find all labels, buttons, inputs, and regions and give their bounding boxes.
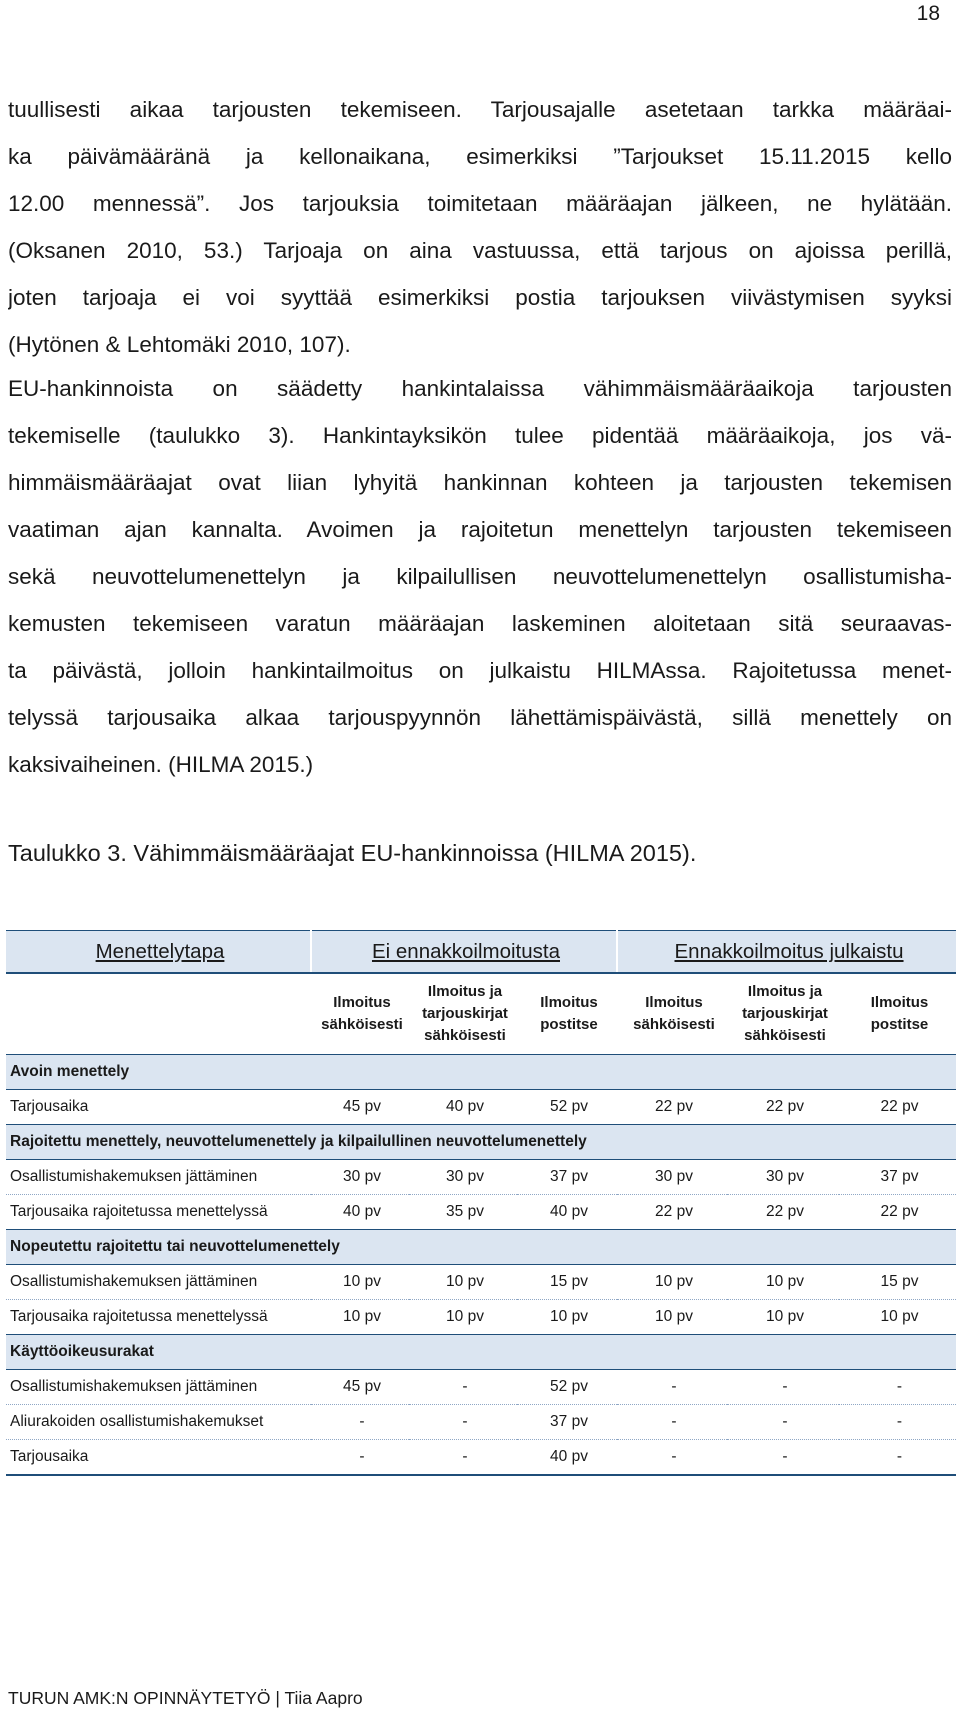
value-cell: - bbox=[311, 1440, 409, 1476]
value-cell: 52 pv bbox=[517, 1370, 617, 1405]
paragraph-1 bbox=[8, 86, 952, 368]
page-number: 18 bbox=[916, 2, 940, 25]
table-row bbox=[6, 1405, 956, 1440]
value-cell: 30 pv bbox=[727, 1160, 839, 1195]
table-row bbox=[6, 1440, 956, 1476]
subheader-line: Ilmoitus bbox=[540, 994, 598, 1011]
value-cell: 10 pv bbox=[517, 1300, 617, 1335]
text-line: (Hytönen & Lehtomäki 2010, 107). bbox=[8, 332, 351, 357]
text-line: ta päivästä, jolloin hankintailmoitus on julkaistu HILMAssa. Rajoitetussa menet- bbox=[8, 658, 952, 683]
row-label: Tarjousaika rajoitetussa menettelyssä bbox=[6, 1195, 311, 1230]
row-label: Aliurakoiden osallistumishakemukset bbox=[6, 1405, 311, 1440]
paragraph-2 bbox=[8, 365, 952, 788]
value-cell: - bbox=[727, 1405, 839, 1440]
text-line: vaatiman ajan kannalta. Avoimen ja rajoitetun menettelyn tarjousten tekemiseen bbox=[8, 517, 952, 542]
text-line: ka päivämääränä ja kellonaikana, esimerkiksi ”Tarjoukset 15.11.2015 kello bbox=[8, 144, 952, 169]
table-caption: Taulukko 3. Vähimmäismääräajat EU-hankinnoissa (HILMA 2015). bbox=[8, 840, 697, 866]
subheader-cell bbox=[311, 973, 409, 1055]
row-label: Tarjousaika rajoitetussa menettelyssä bbox=[6, 1300, 311, 1335]
subheader-line: Ilmoitus bbox=[870, 994, 929, 1011]
subheader-cell bbox=[517, 973, 617, 1055]
section-row bbox=[6, 1335, 956, 1370]
row-label: Osallistumishakemuksen jättäminen bbox=[6, 1160, 311, 1195]
value-cell: 45 pv bbox=[311, 1090, 409, 1125]
row-label: Tarjousaika bbox=[6, 1090, 311, 1125]
header-ennakkoilmoitus-julkaistu: Ennakkoilmoitus julkaistu bbox=[617, 931, 956, 974]
section-row bbox=[6, 1055, 956, 1090]
row-label: Tarjousaika bbox=[6, 1440, 311, 1476]
value-cell: 35 pv bbox=[409, 1195, 517, 1230]
row-label: Osallistumishakemuksen jättäminen bbox=[6, 1265, 311, 1300]
subheader-cell bbox=[409, 973, 517, 1055]
section-row bbox=[6, 1125, 956, 1160]
value-cell: 30 pv bbox=[311, 1160, 409, 1195]
subheader-line: sähköisesti bbox=[633, 1016, 715, 1033]
subheader-cell bbox=[727, 973, 839, 1055]
value-cell: 22 pv bbox=[617, 1090, 727, 1125]
text-line: himmäismääräajat ovat liian lyhyitä hankinnan kohteen ja tarjousten tekemisen bbox=[8, 470, 952, 495]
text-line: tekemiselle (taulukko 3). Hankintayksikön tulee pidentää määräaikoja, jos vä- bbox=[8, 423, 952, 448]
subheader-empty bbox=[6, 973, 311, 1055]
value-cell: 52 pv bbox=[517, 1090, 617, 1125]
value-cell: - bbox=[409, 1440, 517, 1476]
text-line: sekä neuvottelumenettelyn ja kilpailullisen neuvottelumenettelyn osallistumisha- bbox=[8, 564, 952, 589]
text-line: kaksivaiheinen. (HILMA 2015.) bbox=[8, 752, 314, 777]
subheader-cell bbox=[839, 973, 956, 1055]
table-row bbox=[6, 1300, 956, 1335]
header-ei-ennakkoilmoitusta: Ei ennakkoilmoitusta bbox=[311, 931, 617, 974]
table-row bbox=[6, 1370, 956, 1405]
section-title: Nopeutettu rajoitettu tai neuvottelumenettely bbox=[6, 1230, 956, 1265]
value-cell: 10 pv bbox=[311, 1300, 409, 1335]
value-cell: 10 pv bbox=[727, 1300, 839, 1335]
value-cell: 22 pv bbox=[727, 1195, 839, 1230]
value-cell: 22 pv bbox=[617, 1195, 727, 1230]
row-label: Osallistumishakemuksen jättäminen bbox=[6, 1370, 311, 1405]
text-line: kemusten tekemiseen varatun määräajan laskeminen aloitetaan sitä seuraavas- bbox=[8, 611, 952, 636]
value-cell: - bbox=[409, 1405, 517, 1440]
value-cell: - bbox=[409, 1370, 517, 1405]
subheader-line: Ilmoitus ja bbox=[747, 983, 823, 1000]
table-subheader-row bbox=[6, 973, 956, 1055]
page-footer: TURUN AMK:N OPINNÄYTETYÖ | Tiia Aapro bbox=[8, 1688, 363, 1708]
value-cell: 40 pv bbox=[517, 1440, 617, 1476]
value-cell: - bbox=[727, 1370, 839, 1405]
subheader-line: Ilmoitus ja bbox=[427, 983, 503, 1000]
value-cell: 37 pv bbox=[517, 1405, 617, 1440]
subheader-line: tarjouskirjat bbox=[742, 1005, 828, 1022]
value-cell: - bbox=[839, 1405, 956, 1440]
value-cell: - bbox=[727, 1440, 839, 1476]
value-cell: 40 pv bbox=[311, 1195, 409, 1230]
value-cell: - bbox=[311, 1405, 409, 1440]
header-menettelytapa: Menettelytapa bbox=[6, 931, 311, 974]
value-cell: - bbox=[617, 1440, 727, 1476]
text-line: EU-hankinnoista on säädetty hankintalaissa vähimmäismääräaikoja tarjousten bbox=[8, 376, 952, 401]
subheader-cell bbox=[617, 973, 727, 1055]
value-cell: 37 pv bbox=[839, 1160, 956, 1195]
text-line: telyssä tarjousaika alkaa tarjouspyynnön lähettämispäivästä, sillä menettely on bbox=[8, 705, 952, 730]
value-cell: 22 pv bbox=[727, 1090, 839, 1125]
table-row bbox=[6, 1265, 956, 1300]
subheader-line: sähköisesti bbox=[321, 1016, 403, 1033]
value-cell: 10 pv bbox=[617, 1265, 727, 1300]
value-cell: - bbox=[617, 1405, 727, 1440]
subheader-line: postitse bbox=[870, 1016, 929, 1033]
value-cell: 37 pv bbox=[517, 1160, 617, 1195]
section-title: Avoin menettely bbox=[6, 1055, 956, 1090]
section-title: Käyttöoikeusurakat bbox=[6, 1335, 956, 1370]
subheader-line: tarjouskirjat bbox=[422, 1005, 508, 1022]
value-cell: - bbox=[839, 1370, 956, 1405]
text-line: tuullisesti aikaa tarjousten tekemiseen. Tarjousajalle asetetaan tarkka määräai- bbox=[8, 97, 952, 122]
deadline-table bbox=[6, 930, 956, 1476]
subheader-line: Ilmoitus bbox=[333, 994, 391, 1011]
subheader-line: Ilmoitus bbox=[645, 994, 703, 1011]
value-cell: - bbox=[617, 1370, 727, 1405]
value-cell: 10 pv bbox=[311, 1265, 409, 1300]
value-cell: 40 pv bbox=[409, 1090, 517, 1125]
value-cell: 10 pv bbox=[727, 1265, 839, 1300]
value-cell: 45 pv bbox=[311, 1370, 409, 1405]
section-title: Rajoitettu menettely, neuvottelumenettely ja kilpailullinen neuvottelumenettely bbox=[6, 1125, 956, 1160]
value-cell: 30 pv bbox=[409, 1160, 517, 1195]
value-cell: - bbox=[839, 1440, 956, 1476]
text-line: (Oksanen 2010, 53.) Tarjoaja on aina vastuussa, että tarjous on ajoissa perillä, bbox=[8, 238, 952, 263]
value-cell: 10 pv bbox=[839, 1300, 956, 1335]
subheader-line: postitse bbox=[540, 1016, 598, 1033]
value-cell: 30 pv bbox=[617, 1160, 727, 1195]
section-row bbox=[6, 1230, 956, 1265]
table-row bbox=[6, 1090, 956, 1125]
subheader-line: sähköisesti bbox=[424, 1027, 506, 1044]
table-row bbox=[6, 1195, 956, 1230]
value-cell: 15 pv bbox=[839, 1265, 956, 1300]
table-header-row bbox=[6, 931, 956, 974]
value-cell: 10 pv bbox=[409, 1265, 517, 1300]
text-line: 12.00 mennessä”. Jos tarjouksia toimitetaan määräajan jälkeen, ne hylätään. bbox=[8, 191, 952, 216]
value-cell: 22 pv bbox=[839, 1195, 956, 1230]
value-cell: 15 pv bbox=[517, 1265, 617, 1300]
text-line: joten tarjoaja ei voi syyttää esimerkiksi postia tarjouksen viivästymisen syyksi bbox=[8, 285, 952, 310]
subheader-line: sähköisesti bbox=[744, 1027, 826, 1044]
table-row bbox=[6, 1160, 956, 1195]
value-cell: 22 pv bbox=[839, 1090, 956, 1125]
value-cell: 10 pv bbox=[409, 1300, 517, 1335]
value-cell: 10 pv bbox=[617, 1300, 727, 1335]
value-cell: 40 pv bbox=[517, 1195, 617, 1230]
